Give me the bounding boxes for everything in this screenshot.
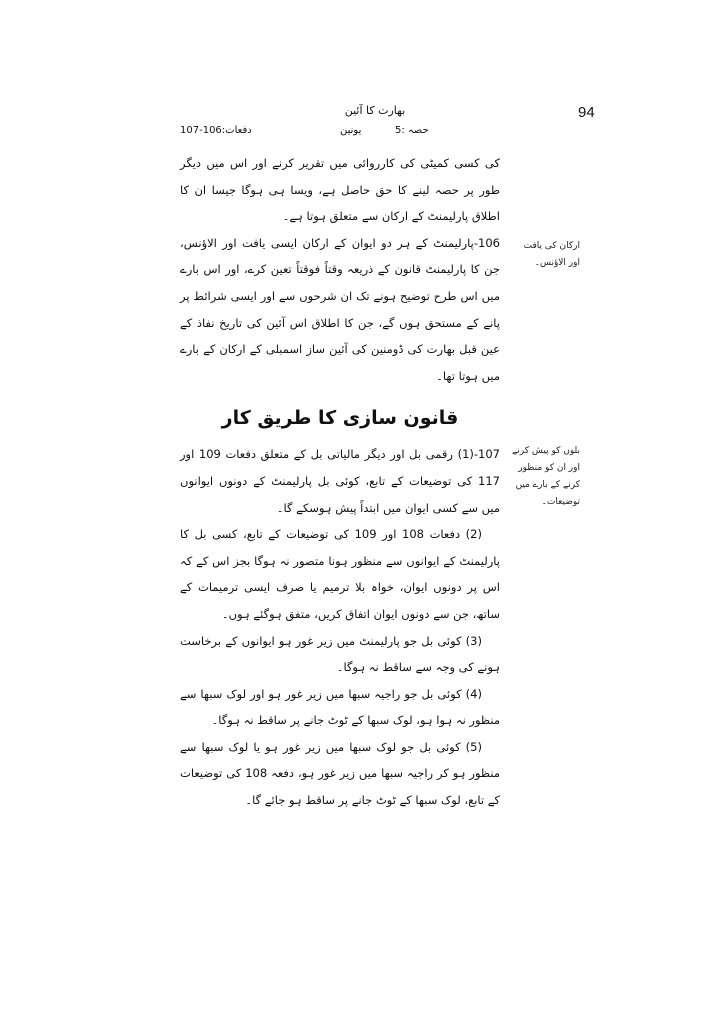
main-text-column [180, 150, 500, 814]
page-number: 94 [578, 104, 595, 121]
running-header-part: حصہ :5 [395, 125, 429, 136]
margin-note-salaries: ارکان کی یافت اور الاؤنس۔ [523, 241, 580, 268]
article-107-clause-4: (4) کوئی بل جو راجیہ سبھا میں زیر غور ہو اور لوک سبھا سے منظور نہ ہوا ہو، لوک سبھا کے ٹوٹ جانے پر ساقط نہ ہوگا۔ [180, 686, 500, 728]
paragraph-continued: کی کسی کمیٹی کی کارروائی میں تقریر کرنے اور اس میں دیگر طور پر حصہ لینے کا حق حاصل ہے، ویسا ہی ہوگا جیسا ان کا اطلاق پارلیمنٹ کے ارکان سے متعلق ہوتا ہے۔ [180, 156, 500, 224]
article-107-clause-3: (3) کوئی بل جو پارلیمنٹ میں زیر غور ہو ایوانوں کے برخاست ہونے کی وجہ سے ساقط نہ ہوگا۔ [180, 633, 500, 675]
section-heading: قانون سازی کا طریق کار [221, 407, 459, 430]
running-header-articles: دفعات:106-107 [180, 125, 252, 136]
article-107-clause-1: 107-(1) رقمی بل اور دیگر مالیاتی بل کے متعلق دفعات 109 اور 117 کی توضیعات کے تابع، کوئی بل پارلیمنٹ کے دونوں ایوانوں میں سے کسی ایوان میں ابتداً پیش ہوسکے گا۔ [180, 447, 500, 515]
article-107-clause-5: (5) کوئی بل جو لوک سبھا میں زیر غور ہو یا لوک سبھا سے منظور ہو کر راجیہ سبھا میں زیر غور ہو، دفعہ 108 کی توضیعات کے تابع، لوک سبھا کے ٹوٹ جانے پر ساقط ہو جائے گا۔ [180, 739, 500, 808]
article-107-clause-2: (2) دفعات 108 اور 109 کی توضیعات کے تابع، کسی بل کا پارلیمنٹ کے ایوانوں سے منظور ہونا متصور نہ ہوگا بجز اس کے کہ اس پر دونوں ایوان، خواہ بلا ترمیم یا صرف ایسی ترمیمات کے ساتھ، جن سے دونوں ایوان اتفاق کریں، متفق ہوگئے ہوں۔ [180, 527, 500, 621]
article-106-paragraph: 106-پارلیمنٹ کے ہر دو ایوان کے ارکان ایسی یافت اور الاؤنس، جن کا پارلیمنٹ قانون کے ذریعہ وقتاً فوقتاً تعین کرے، اور اس بارے میں اس طرح توضیح ہونے تک ان شرحوں سے اور ایسی شرائط پر پانے کے مستحق ہوں گے، جن کا اطلاق اس آئین کی تاریخ نفاذ کے عین قبل بھارت کی ڈومنین کی آئین ساز اسمبلی کے ارکان کے بارے میں ہوتا تھا۔ [180, 235, 500, 383]
margin-note-bills: بلوں کو پیش کرنے اور ان کو منظور کرنے کے بارے میں توضیعات۔ [512, 446, 580, 507]
running-header-title: بھارت کا آئین [344, 104, 406, 117]
running-header-subtitle: یونین [340, 125, 362, 136]
